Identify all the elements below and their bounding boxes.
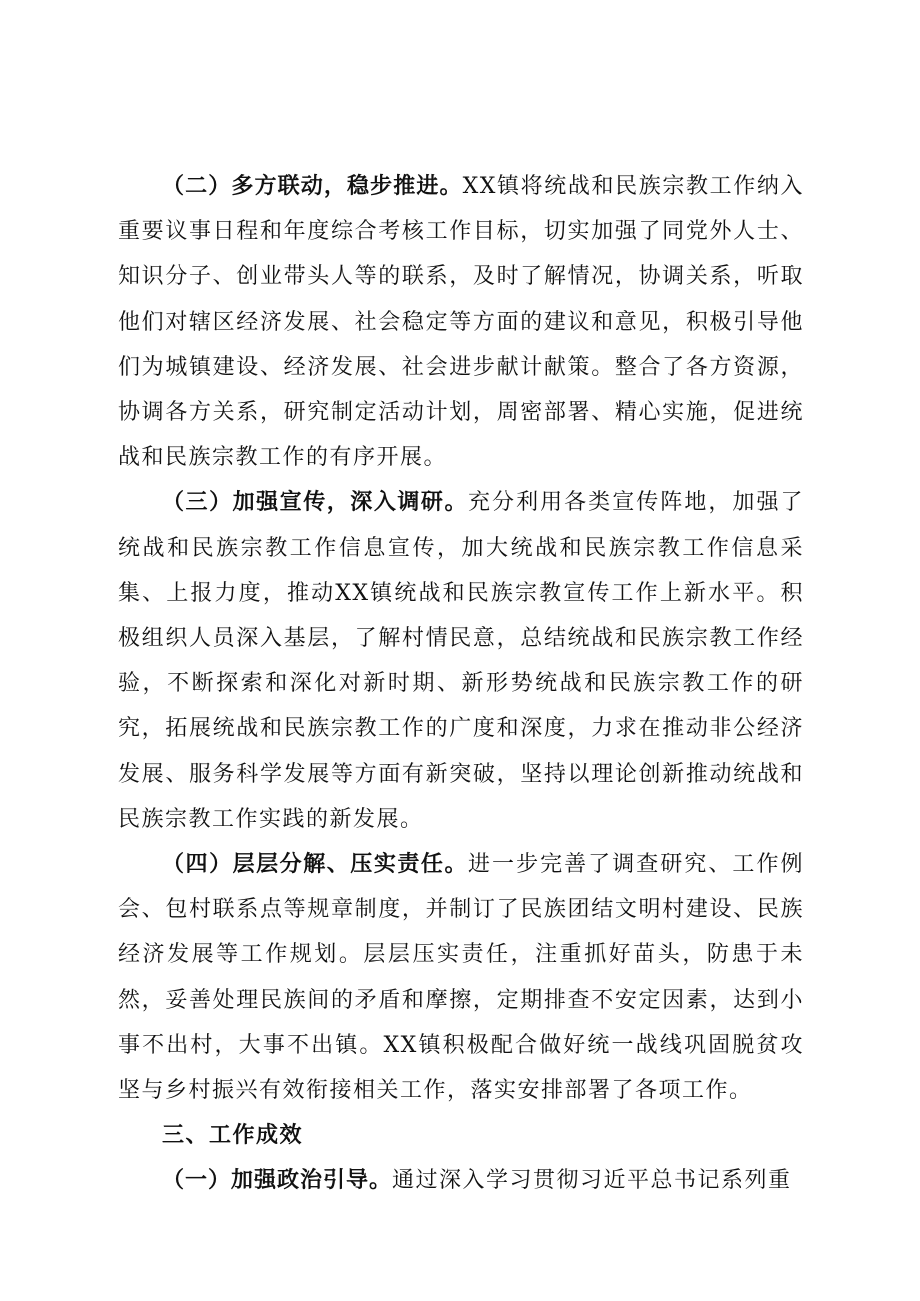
paragraph-2-heading: （二）多方联动，稳步推进。	[162, 174, 463, 199]
paragraph-2	[118, 164, 804, 480]
paragraph-results-1-text: 通过深入学习贯彻习近平总书记系列重	[392, 1168, 792, 1194]
paragraph-2-text: XX镇将统战和民族宗教工作纳入重要议事日程和年度综合考核工作目标，切实加强了同党外人士、知识分子、创业带头人等的联系，及时了解情况，协调关系，听取他们对辖区经济发展、社会稳定等方面的建议和意见，积极引导他们为城镇建设、经济发展、社会进步献计献策。整合了各方资源，协调各方关系，研究制定活动计划，周密部署、精心实施，促进统战和民族宗教工作的有序开展。	[118, 174, 804, 471]
document-body	[118, 164, 804, 1204]
section-title: 三、工作成效	[162, 1123, 304, 1149]
paragraph-3	[118, 480, 804, 842]
paragraph-results-1-heading: （一）加强政治引导。	[162, 1168, 393, 1194]
paragraph-3-heading: （三）加强宣传，深入调研。	[162, 490, 468, 516]
paragraph-3-text: 充分利用各类宣传阵地，加强了统战和民族宗教工作信息宣传，加大统战和民族宗教工作信息采集、上报力度，推动XX镇统战和民族宗教宣传工作上新水平。积极组织人员深入基层，了解村情民意，总结统战和民族宗教工作经验，不断探索和深化对新时期、新形势统战和民族宗教工作的研究，拓展统战和民族宗教工作的广度和深度，力求在推动非公经济发展、服务科学发展等方面有新突破，坚持以理论创新推动统战和民族宗教工作实践的新发展。	[118, 490, 804, 832]
paragraph-4	[118, 842, 804, 1113]
paragraph-4-text: 进一步完善了调查研究、工作例会、包村联系点等规章制度，并制订了民族团结文明村建设、民族经济发展等工作规划。层层压实责任，注重抓好苗头，防患于未然，妥善处理民族间的矛盾和摩擦，定期排查不安定因素，达到小事不出村，大事不出镇。XX镇积极配合做好统一战线巩固脱贫攻坚与乡村振兴有效衔接相关工作，落实安排部署了各项工作。	[118, 852, 804, 1104]
paragraph-results-1	[118, 1158, 804, 1203]
paragraph-4-heading: （四）层层分解、压实责任。	[162, 852, 468, 878]
